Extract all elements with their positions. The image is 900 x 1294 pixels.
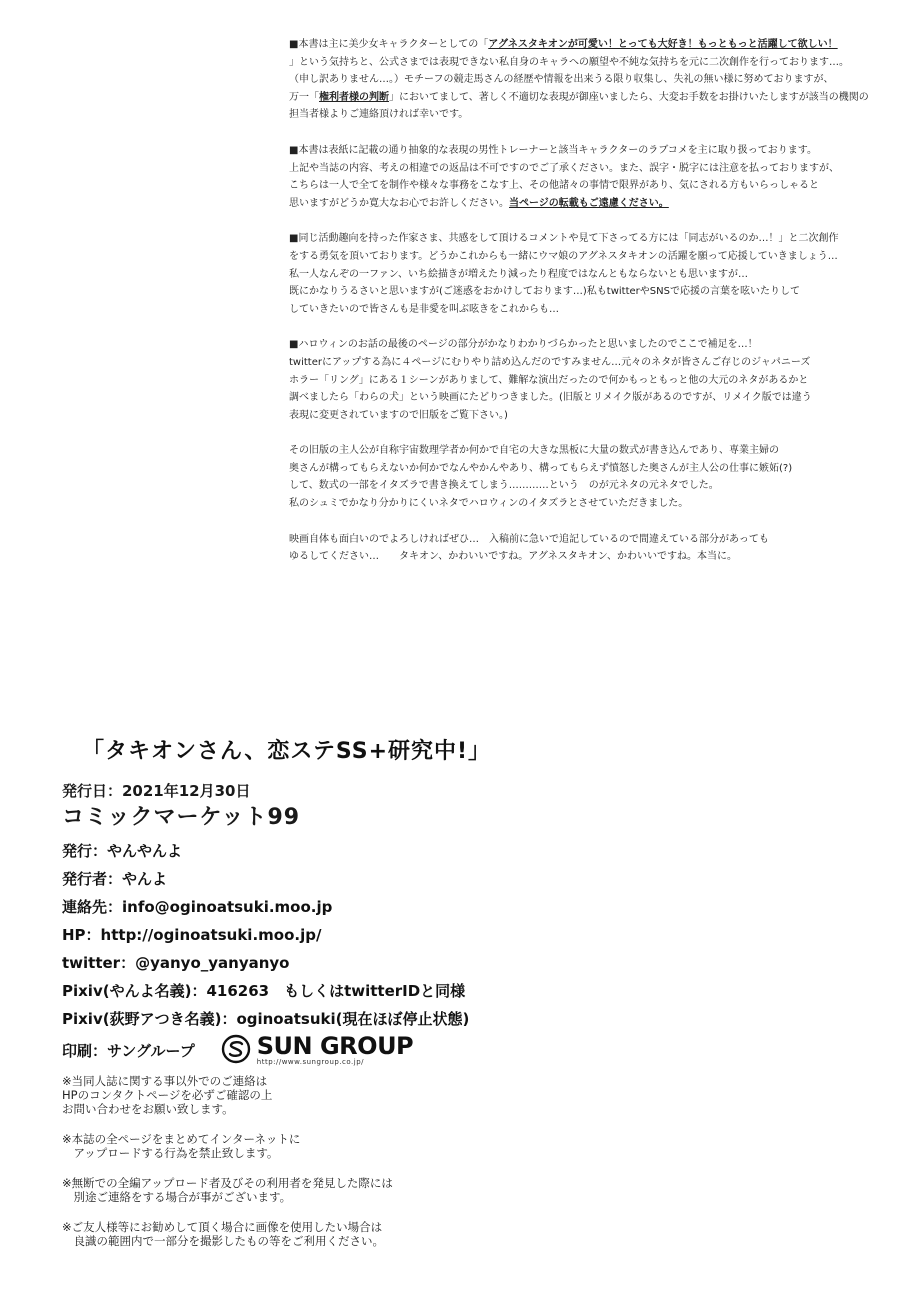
afterword-text: 担当者様よりご連絡頂ければ幸いです。 [289, 109, 469, 121]
afterword-text: 私のシュミでかなり分かりにくいネタでハロウィンのイタズラとさせていただきました。 [289, 498, 689, 510]
afterword-paragraph-2 [289, 142, 874, 212]
afterword-text: 」という気持ちと、公式さまでは表現できない私自身のキャラへの願望や不純な気持ちを元に二次創作を行っております…。 [289, 56, 849, 68]
twitter-handle[interactable]: twitter：@yanyo_yanyanyo [62, 954, 290, 972]
publisher: 発行：やんやんよ [62, 842, 183, 860]
afterword-text: 表現に変更されていますので旧版をご覧下さい。) [289, 409, 508, 421]
afterword-text: ■同じ活動趣向を持った作家さま、共感をして頂けるコメントや見て下さってる方には「同志がいるのか…！」と二次創作 [289, 233, 839, 245]
sun-group-logo [221, 1034, 413, 1066]
issuer: 発行者：やんよ [62, 870, 168, 888]
afterword-paragraph-6 [289, 531, 874, 566]
afterword-text: 万一「 [289, 91, 319, 103]
afterword-text: ゆるしてください… タキオン、かわいいですね。アグネスタキオン、かわいいですね。本当に。 [289, 551, 737, 563]
printer-row [62, 1034, 413, 1066]
note-item [62, 1176, 522, 1204]
event-name: コミックマーケット99 [62, 805, 301, 830]
contact-email[interactable]: 連絡先：info@oginoatsuki.moo.jp [62, 898, 333, 916]
pixiv-oginoatsuki: Pixiv(荻野アつき名義)：oginoatsuki(現在ほぼ停止状態) [62, 1010, 470, 1028]
afterword-text: （申し訳ありません…。）モチーフの競走馬さんの経歴や情報を出来うる限り収集し、失礼の無い様に努めておりますが、 [289, 74, 834, 86]
afterword-text: こちらは一人で全てを制作や様々な事務をこなす上、その他諸々の事情で限界があり、気にされる方もいらっしゃると [289, 180, 819, 192]
afterword-text: ホラー「リング」にある１シーンがありまして、難解な演出だったので何かもっともっと他の大元のネタがあるかと [289, 374, 809, 386]
note-line: 別途ご連絡をする場合が事がございます。 [62, 1190, 292, 1204]
afterword-text: 上記や当誌の内容、考えの相違での返品は不可ですのでご了承ください。また、誤字・脱字には注意を払っておりますが、 [289, 162, 839, 174]
afterword-text: 既にかなりうるさいと思いますが(ご迷惑をおかけしております…)私もtwitterやSNSで応援の言葉を呟いたりして [289, 286, 800, 298]
notes [62, 1074, 522, 1264]
afterword-paragraph-5 [289, 442, 874, 512]
note-line: ※当同人誌に関する事以外でのご連絡は [62, 1074, 268, 1088]
publish-date: 発行日：2021年12月30日 [62, 782, 251, 800]
printer-label: 印刷：サングループ [62, 1041, 195, 1060]
note-line: ※本誌の全ページをまとめてインターネットに [62, 1132, 301, 1146]
afterword-text: ■ハロウィンのお話の最後のページの部分がかなりわかりづらかったと思いましたのでここで補足を…！ [289, 339, 758, 351]
afterword-text: 奥さんが構ってもらえないか何かでなんやかんやあり、構ってもらえず憤怒した奥さんが主人公の仕事に嫉妬(?) [289, 462, 793, 474]
note-line: 良識の範囲内で一部分を撮影したもの等をご利用ください。 [62, 1234, 384, 1248]
afterword-text: 調べましたら「わらの犬」という映画にたどりつきました。(旧版とリメイク版があるのですが、リメイク版では違う [289, 392, 812, 404]
afterword-text: 私一人なんぞの一ファン、いち絵描きが増えたり減ったり程度ではなんともならないとも思いますが… [289, 268, 748, 280]
afterword-highlight: 権利者様の判断 [319, 91, 389, 103]
note-line: アップロードする行為を禁止致します。 [62, 1146, 279, 1160]
afterword-text: twitterにアップする為に４ページにむりやり詰め込んだのですみません…元々のネタが皆さんご存じのジャパニーズ [289, 356, 811, 368]
afterword-text: ■本書は主に美少女キャラクターとしての「 [289, 39, 489, 50]
sun-group-logo-icon [221, 1034, 251, 1064]
afterword-text: をする勇気を頂いております。どうかこれからも一緒にウマ娘のアグネスタキオンの活躍を願って応援していきましょう… [289, 250, 838, 262]
note-item [62, 1220, 522, 1248]
book-title: 「タキオンさん、恋ステSS+研究中!」 [82, 739, 492, 764]
note-item [62, 1132, 522, 1160]
afterword-paragraph-1 [289, 36, 874, 124]
pixiv-yanyo: Pixiv(やんよ名義)：416263 もしくはtwitterIDと同様 [62, 982, 466, 1000]
afterword [289, 36, 874, 584]
afterword-highlight: 当ページの転載もご遠慮ください。 [509, 197, 669, 209]
afterword-text: 映画自体も面白いのでよろしければぜひ… 入稿前に急いで追記しているので間違えている部分があっても [289, 533, 769, 545]
afterword-highlight: アグネスタキオンが可愛い！とっても大好き！もっともっと活躍して欲しい！ [488, 39, 838, 50]
afterword-text: して、数式の一部をイタズラで書き換えてしまう…………という のが元ネタの元ネタでした。 [289, 480, 719, 492]
logo-url: http://www.sungroup.co.jp/ [256, 1058, 365, 1066]
note-line: ※ご友人様等にお勧めして頂く場合に画像を使用したい場合は [62, 1220, 383, 1234]
afterword-text: 」においてまして、著しく不適切な表現が御座いましたら、大変お手数をお掛けいたしますが該当の機関の [389, 91, 869, 103]
note-line: お問い合わせをお願い致します。 [62, 1102, 234, 1116]
afterword-paragraph-3 [289, 230, 874, 318]
note-item [62, 1074, 522, 1116]
logo-name: SUN GROUP [256, 1032, 414, 1060]
note-line: ※無断での全編アップロード者及びその利用者を発見した際には [62, 1176, 393, 1190]
note-line: HPのコンタクトページを必ずご確認の上 [62, 1088, 273, 1102]
afterword-text: していきたいので皆さんも是非愛を叫ぶ呟きをこれからも… [289, 303, 559, 315]
afterword-text: その旧版の主人公が自称宇宙数理学者か何かで自宅の大きな黒板に大量の数式が書き込んであり、専業主婦の [289, 445, 779, 457]
afterword-paragraph-4 [289, 336, 874, 424]
homepage-link[interactable]: HP：http://oginoatsuki.moo.jp/ [62, 926, 322, 944]
afterword-text: 思いますがどうか寛大なお心でお許しください。 [289, 197, 509, 209]
afterword-text: ■本書は表紙に記載の通り抽象的な表現の男性トレーナーと該当キャラクターのラブコメを主に取り扱っております。 [289, 144, 817, 156]
